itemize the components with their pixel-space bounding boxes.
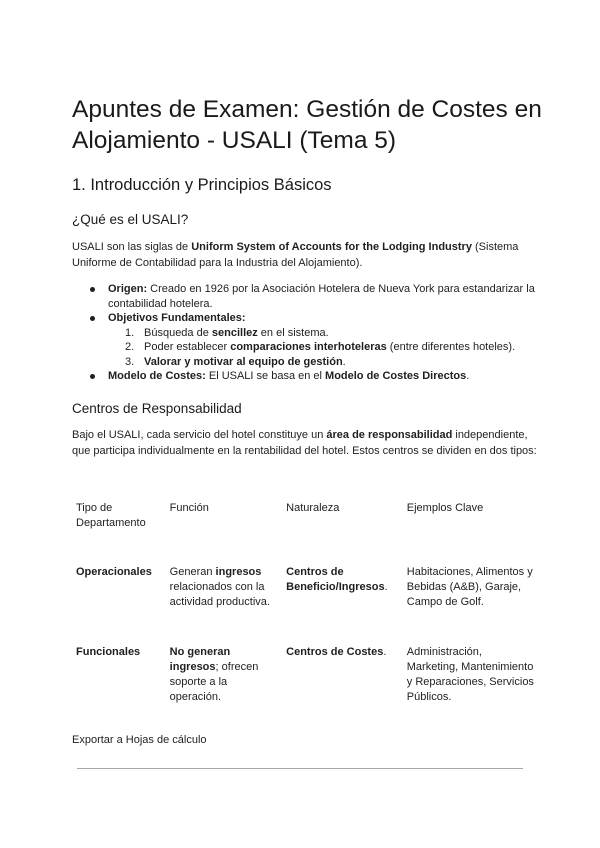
header-ejemplos: Ejemplos Clave <box>406 502 484 514</box>
subheading-centros-responsabilidad: Centros de Responsabilidad <box>72 401 242 416</box>
table-row <box>72 565 540 645</box>
cell-naturaleza: Centros de Costes. <box>286 646 387 658</box>
header-funcion: Función <box>169 502 209 514</box>
header-tipo: Tipo de Departamento <box>76 502 146 529</box>
export-to-sheets-link[interactable]: Exportar a Hojas de cálculo <box>72 734 207 746</box>
usali-definition-paragraph: USALI son las siglas de Uniform System of Accounts for the Lodging Industry (Sistema Uniforme de Contabilidad para la Industria del Alojamiento). <box>72 241 519 269</box>
centros-paragraph: Bajo el USALI, cada servicio del hotel constituye un área de responsabilidad independiente, que participa individualmente en la rentabilidad del hotel. Estos centros se dividen en dos tipos: <box>72 429 537 457</box>
usali-bullet-list <box>72 282 540 384</box>
header-naturaleza: Naturaleza <box>286 502 340 514</box>
objective-item: 3. Valorar y motivar al equipo de gestión. <box>125 355 346 368</box>
page-title: Apuntes de Examen: Gestión de Costes en Alojamiento - USALI (Tema 5) <box>72 96 542 154</box>
horizontal-divider <box>77 768 523 769</box>
bullet-modelo-costes: Modelo de Costes: El USALI se basa en el Modelo de Costes Directos. <box>72 369 540 384</box>
section-heading-introduccion: 1. Introducción y Principios Básicos <box>72 176 332 194</box>
objective-item: 1. Búsqueda de sencillez en el sistema. <box>125 326 329 339</box>
cell-naturaleza: Centros de Beneficio/Ingresos. <box>286 566 388 593</box>
objective-item: 2. Poder establecer comparaciones interhoteleras (entre diferentes hoteles). <box>125 341 516 353</box>
cell-tipo: Funcionales <box>76 646 141 658</box>
bullet-origen: Origen: Creado en 1926 por la Asociación Hotelera de Nueva York para estandarizar la contabilidad hotelera. <box>72 282 540 311</box>
subheading-que-es-usali: ¿Qué es el USALI? <box>72 212 189 227</box>
cell-tipo: Operacionales <box>76 566 152 578</box>
cell-funcion: No generan ingresos; ofrecen soporte a la operación. <box>169 646 259 703</box>
cell-ejemplos: Habitaciones, Alimentos y Bebidas (A&B), Garaje, Campo de Golf. <box>406 566 533 608</box>
table-row <box>72 645 540 735</box>
table-header-row <box>72 501 540 565</box>
departments-table <box>72 501 540 735</box>
cell-funcion: Generan ingresos relacionados con la actividad productiva. <box>169 566 270 608</box>
objectives-numbered-list <box>108 326 540 370</box>
cell-ejemplos: Administración, Marketing, Mantenimiento y Reparaciones, Servicios Públicos. <box>406 646 534 703</box>
bullet-objetivos: Objetivos Fundamentales: 1. Búsqueda de sencillez en el sistema. 2. Poder establecer comparaciones interhoteleras (entre diferentes hoteles). 3. Valorar y motivar al equipo de gestión. <box>72 311 540 369</box>
